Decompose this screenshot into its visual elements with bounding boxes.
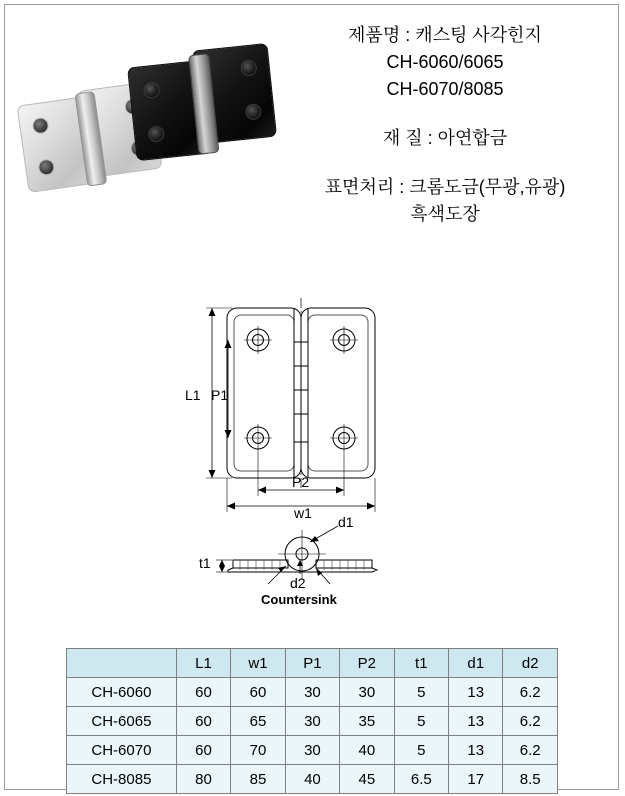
table-row xyxy=(67,678,558,707)
drawing-svg xyxy=(0,292,625,622)
table-header-cell: L1 xyxy=(176,649,230,678)
table-cell-model: CH-8085 xyxy=(67,765,177,794)
table-header-cell xyxy=(67,649,177,678)
table-body xyxy=(67,678,558,794)
screw-hole xyxy=(143,81,161,99)
table-cell: 30 xyxy=(285,707,339,736)
table-cell: 80 xyxy=(176,765,230,794)
table-cell: 60 xyxy=(176,707,230,736)
table-header-cell: P1 xyxy=(285,649,339,678)
table-head xyxy=(67,649,558,678)
table-cell: 6.2 xyxy=(503,736,558,765)
table-cell: 60 xyxy=(176,678,230,707)
table-cell: 13 xyxy=(449,678,503,707)
dimension-table xyxy=(66,648,558,794)
table-row xyxy=(67,736,558,765)
label-L1: L1 xyxy=(185,387,201,403)
table-cell: 30 xyxy=(340,678,394,707)
table-cell: 17 xyxy=(449,765,503,794)
table-cell: 5 xyxy=(394,707,448,736)
table-header-cell: t1 xyxy=(394,649,448,678)
table-cell: 70 xyxy=(231,736,285,765)
black-hinge xyxy=(126,43,280,179)
table-cell: 6.5 xyxy=(394,765,448,794)
specification-block xyxy=(275,22,615,228)
label-w1: w1 xyxy=(294,505,312,521)
table-cell: 60 xyxy=(176,736,230,765)
table-cell: 13 xyxy=(449,707,503,736)
screw-hole xyxy=(31,117,49,135)
table-row xyxy=(67,707,558,736)
table-cell: 5 xyxy=(394,736,448,765)
label-t1: t1 xyxy=(199,555,211,571)
product-photo xyxy=(14,44,264,199)
table-cell: 35 xyxy=(340,707,394,736)
table-row xyxy=(67,765,558,794)
table-cell: 30 xyxy=(285,736,339,765)
label-P1: P1 xyxy=(211,387,229,403)
table-cell: 13 xyxy=(449,736,503,765)
table-cell: 60 xyxy=(231,678,285,707)
table-header-cell: d2 xyxy=(503,649,558,678)
table-cell-model: CH-6060 xyxy=(67,678,177,707)
top-section xyxy=(0,0,625,290)
product-model-line-1: CH-6060/6065 xyxy=(386,52,504,72)
product-name-line: 제품명 : 캐스팅 사각힌지 xyxy=(348,25,542,45)
table-cell: 85 xyxy=(231,765,285,794)
technical-drawing xyxy=(0,292,625,622)
table-header-cell: w1 xyxy=(231,649,285,678)
dimension-table-wrapper xyxy=(66,648,558,794)
table-cell: 40 xyxy=(285,765,339,794)
table-header-cell: d1 xyxy=(449,649,503,678)
table-cell: 8.5 xyxy=(503,765,558,794)
screw-hole xyxy=(147,125,165,143)
product-material-line: 재 질 : 아연합금 xyxy=(382,128,508,148)
screw-hole xyxy=(245,103,263,121)
table-cell: 6.2 xyxy=(503,707,558,736)
table-cell: 6.2 xyxy=(503,678,558,707)
table-cell: 40 xyxy=(340,736,394,765)
product-finish-line-1: 표면처리 : 크롬도금(무광,유광) xyxy=(324,177,566,197)
table-cell: 30 xyxy=(285,678,339,707)
label-d2: d2 xyxy=(290,575,306,591)
screw-hole xyxy=(240,59,258,77)
product-finish-line-2: 흑색도장 xyxy=(410,204,480,224)
screw-hole xyxy=(37,158,55,176)
table-cell: 45 xyxy=(340,765,394,794)
table-cell: 65 xyxy=(231,707,285,736)
label-countersink: Countersink xyxy=(261,592,337,607)
table-cell-model: CH-6070 xyxy=(67,736,177,765)
table-cell-model: CH-6065 xyxy=(67,707,177,736)
table-cell: 5 xyxy=(394,678,448,707)
table-header-cell: P2 xyxy=(340,649,394,678)
table-header-row xyxy=(67,649,558,678)
label-d1: d1 xyxy=(338,514,354,530)
product-model-line-2: CH-6070/8085 xyxy=(386,79,504,99)
label-P2: P2 xyxy=(292,474,310,490)
